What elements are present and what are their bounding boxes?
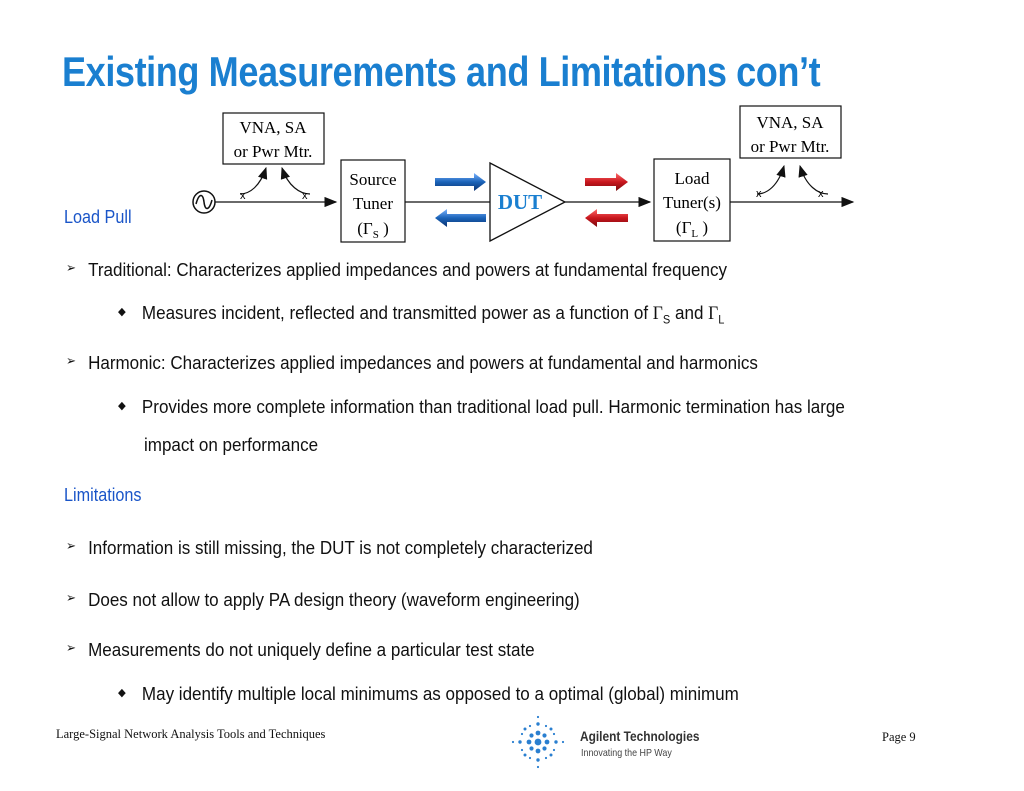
coupler-mark: x [818,188,824,200]
source-tuner-line2: Tuner [353,194,393,213]
instrument-right-line1: VNA, SA [756,113,824,132]
agilent-spark-logo-icon [508,712,568,772]
coupler-mark: x [302,190,308,202]
page-number: Page 9 [882,730,916,744]
coupler-mark: x [240,190,246,202]
instrument-left-line1: VNA, SA [239,118,307,137]
bullet-arrow-icon: ➢ [66,590,77,605]
forward-wave-arrow [435,173,486,191]
section-load-pull: Load Pull [64,207,132,227]
bullet-arrow-icon: ➢ [66,538,77,553]
slide-title: Existing Measurements and Limitations con’t [62,48,821,95]
dut-label: DUT [497,190,543,214]
bullet-arrow-icon: ➢ [66,353,77,368]
load-tuner-line2: Tuner(s) [663,193,721,212]
bullet-arrow-icon: ➢ [66,260,77,275]
load-tuner-line1: Load [674,169,710,188]
reflected-wave-arrow [435,209,486,227]
source-gamma: ($\Gamma_S$ ) [357,219,389,241]
footer-presentation-title: Large-Signal Network Analysis Tools and Techniques [56,727,326,741]
output-reflected-arrow [585,209,628,227]
bullet-diamond-icon: ◆ [118,400,126,412]
company-tagline: Innovating the HP Way [581,747,672,759]
instrument-left-line2: or Pwr Mtr. [233,142,313,161]
bullet-diamond-icon: ◆ [118,306,126,318]
coupler-mark: x [756,188,762,200]
output-forward-arrow [585,173,628,191]
source-tuner-line1: Source [349,170,397,189]
section-limitations: Limitations [64,485,142,505]
bullet-arrow-icon: ➢ [66,640,77,655]
company-name: Agilent Technologies [580,728,700,744]
bullet-diamond-icon: ◆ [118,687,126,699]
load-pull-diagram [0,0,1024,260]
bullet-provides-continued: impact on performance [144,434,319,455]
load-gamma: ($\Gamma_L$ ) [675,218,709,240]
signal-source-icon [193,191,215,213]
instrument-right-line2: or Pwr Mtr. [750,137,830,156]
